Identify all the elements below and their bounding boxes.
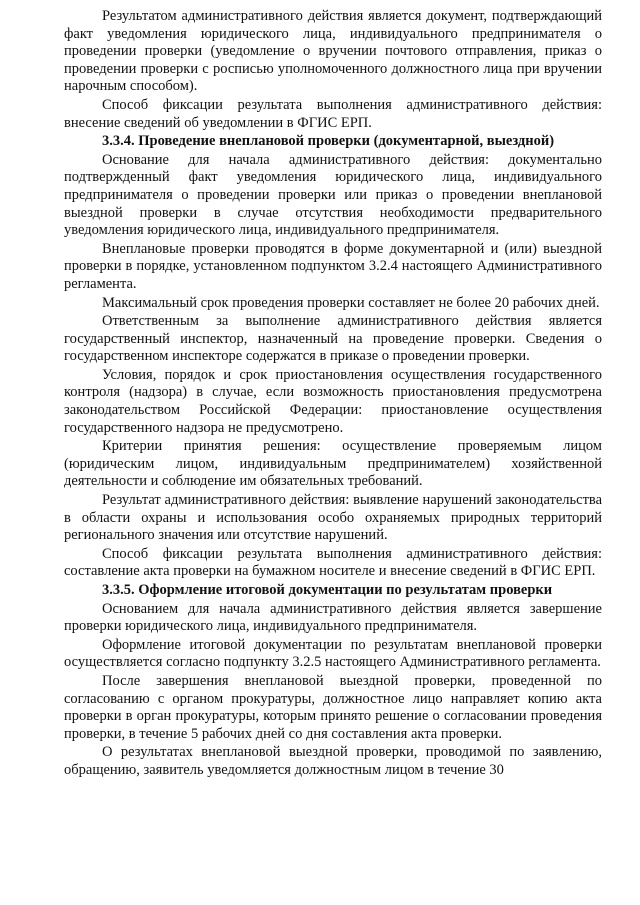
paragraph-applicant-notification: О результатах внеплановой выездной проверки, проводимой по заявлению, обращению, заявитель уведомляется должностным лицом в течение 30 [64, 744, 602, 778]
section-heading-3-3-5: 3.3.5. Оформление итоговой документации по результатам проверки [102, 582, 553, 598]
paragraph-prosecutor-copy: После завершения внеплановой выездной проверки, проведенной по согласованию с органом прокуратуры, должностное лицо направляет копию акта проверки в орган прокуратуры, которым принято решение о согласовании проведения проверки, в течение 5 рабочих дней со дня составления акта проверки. [64, 672, 602, 742]
paragraph-inspection-fixation: Способ фиксации результата выполнения административного действия: составление акта проверки на бумажном носителе и внесение сведений в ФГИС ЕРП. [64, 545, 602, 580]
paragraph-max-duration: Максимальный срок проведения проверки составляет не более 20 рабочих дней. [102, 294, 600, 311]
paragraph-notification-result: Результатом административного действия является документ, подтверждающий факт уведомления юридического лица, индивидуального предпринимателя о проведении проверки (уведомление о вручении почтового отправления, приказ о проведении проверки с росписью уполномоченного должностного лица при вручении нарочным способом). [64, 8, 602, 95]
paragraph-documentation-basis: Основанием для начала административного действия является завершение проверки юридического лица, индивидуального предпринимателя. [64, 600, 602, 635]
document-page [64, 8, 602, 781]
paragraph-decision-criteria: Критерии принятия решения: осуществление проверяемым лицом (юридическим лицом, индивидуальным предпринимателем) хозяйственной деятельности и соблюдение им обязательных требований. [64, 438, 602, 490]
paragraph-inspection-forms: Внеплановые проверки проводятся в форме документарной и (или) выездной проверки в порядке, установленном подпунктом 3.2.4 настоящего Административного регламента. [64, 240, 602, 292]
paragraph-inspection-basis: Основание для начала административного действия: документально подтвержденный факт уведомления юридического лица, индивидуального предпринимателя о проведении проверки или приказ о проведении внеплановой выездной проверки в случае отсутствия необходимости предварительного уведомления юридического лица, индивидуального предпринимателя. [64, 151, 602, 239]
paragraph-documentation-procedure: Оформление итоговой документации по результатам внеплановой проверки осуществляется согласно подпункту 3.2.5 настоящего Административного регламента. [64, 636, 602, 671]
paragraph-responsible-inspector: Ответственным за выполнение административного действия является государственный инспектор, назначенный на проведение проверки. Сведения о государственном инспекторе содержатся в приказе о проведении проверки. [64, 313, 602, 365]
section-heading-3-3-4: 3.3.4. Проведение внеплановой проверки (документарной, выездной) [102, 133, 555, 150]
paragraph-notification-fixation: Способ фиксации результата выполнения административного действия: внесение сведений об уведомлении в ФГИС ЕРП. [64, 96, 602, 131]
paragraph-inspection-result: Результат административного действия: выявление нарушений законодательства в области охраны и использования особо охраняемых природных территорий регионального значения или отсутствие нарушений. [64, 492, 602, 544]
paragraph-suspension-conditions: Условия, порядок и срок приостановления осуществления государственного контроля (надзора) в случае, если возможность приостановления предусмотрена законодательством Российской Федерации: приостановление осуществления государственного надзора не предусмотрено. [64, 366, 602, 436]
